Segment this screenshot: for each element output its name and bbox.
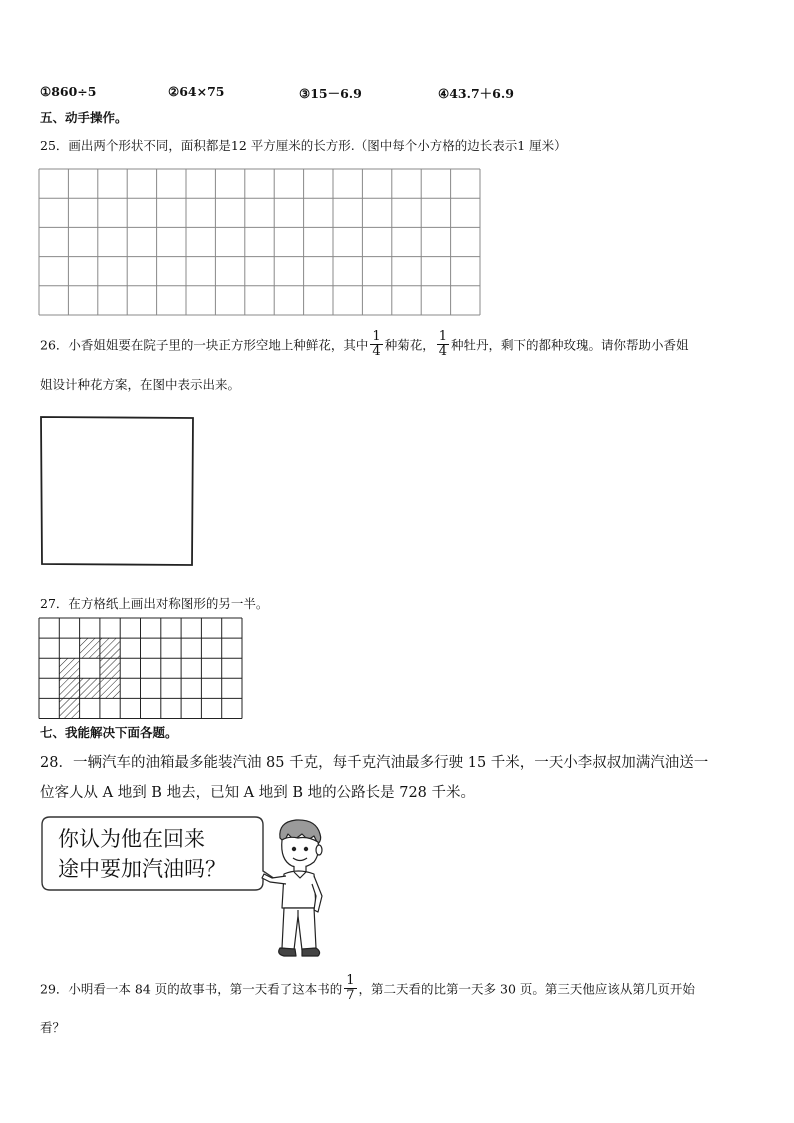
- q27-grid-with-half-figure: [38, 617, 244, 721]
- fraction-numerator: 1: [438, 329, 447, 344]
- calc-item-2: ②64×75: [168, 84, 225, 99]
- question-27: 27．在方格纸上画出对称图形的另一半。: [40, 596, 269, 611]
- hatched-cell: [100, 658, 120, 678]
- q25-grid-paper: [38, 168, 480, 316]
- hatched-cell: [59, 658, 79, 678]
- question-25: 25．画出两个形状不同，面积都是12 平方厘米的长方形.（图中每个小方格的边长表示1 厘米）: [40, 138, 567, 153]
- hatched-cell: [59, 678, 79, 698]
- section7-title: 七、我能解决下面各题。: [40, 725, 178, 740]
- hatched-cell: [100, 638, 120, 658]
- speech-bubble-line1: 你认为他在回来: [58, 827, 205, 851]
- speech-bubble-text: [58, 824, 226, 884]
- hatched-cell: [80, 638, 100, 658]
- fraction-numerator: 1: [346, 973, 355, 988]
- fraction-numerator: 1: [372, 329, 381, 344]
- q26-text-part2: 种菊花，: [384, 337, 435, 353]
- q26-text-part3: 种牡丹，剩下的都种玫瑰。请你帮助小香姐: [451, 337, 689, 353]
- question-29-line2: 看？: [40, 1020, 66, 1035]
- fraction-one-quarter-a: [370, 330, 382, 358]
- hatched-cell: [80, 678, 100, 698]
- section5-title: 五、动手操作。: [40, 110, 128, 125]
- fraction-one-seventh: [344, 974, 356, 1002]
- q26-text-part1: 26．小香姐姐要在院子里的一块正方形空地上种鲜花，其中: [40, 337, 369, 353]
- fraction-denominator: 4: [372, 343, 381, 359]
- fraction-denominator: 7: [346, 987, 355, 1003]
- calc-item-4: ④43.7＋6.9: [438, 86, 514, 101]
- hatched-cell: [100, 678, 120, 698]
- question-29-line1: [40, 973, 695, 1004]
- boy-illustration: [258, 816, 338, 961]
- q26-square-plot: [38, 414, 198, 569]
- speech-bubble-line2: 途中要加汽油吗？: [58, 857, 226, 881]
- fraction-one-quarter-b: [437, 330, 449, 358]
- calc-items-row: [0, 84, 794, 100]
- calc-item-3: ③15－6.9: [299, 86, 362, 101]
- question-26-line1: [40, 329, 689, 360]
- q29-text-part2: ，第二天看的比第一天多 30 页。第三天他应该从第几页开始: [358, 981, 695, 997]
- calc-item-1: ①860÷5: [40, 84, 97, 99]
- q29-text-part1: 29．小明看一本 84 页的故事书，第一天看了这本书的: [40, 981, 343, 997]
- question-26-line2: 姐设计种花方案，在图中表示出来。: [40, 377, 241, 392]
- question-28-line1: 28．一辆汽车的油箱最多能装汽油 85 千克，每千克汽油最多行驶 15 千米，一天小李叔叔加满汽油送一: [40, 755, 709, 771]
- hatched-cell: [59, 698, 79, 718]
- fraction-denominator: 4: [438, 343, 447, 359]
- question-28-line2: 位客人从 A 地到 B 地去，已知 A 地到 B 地的公路长是 728 千米。: [40, 785, 476, 801]
